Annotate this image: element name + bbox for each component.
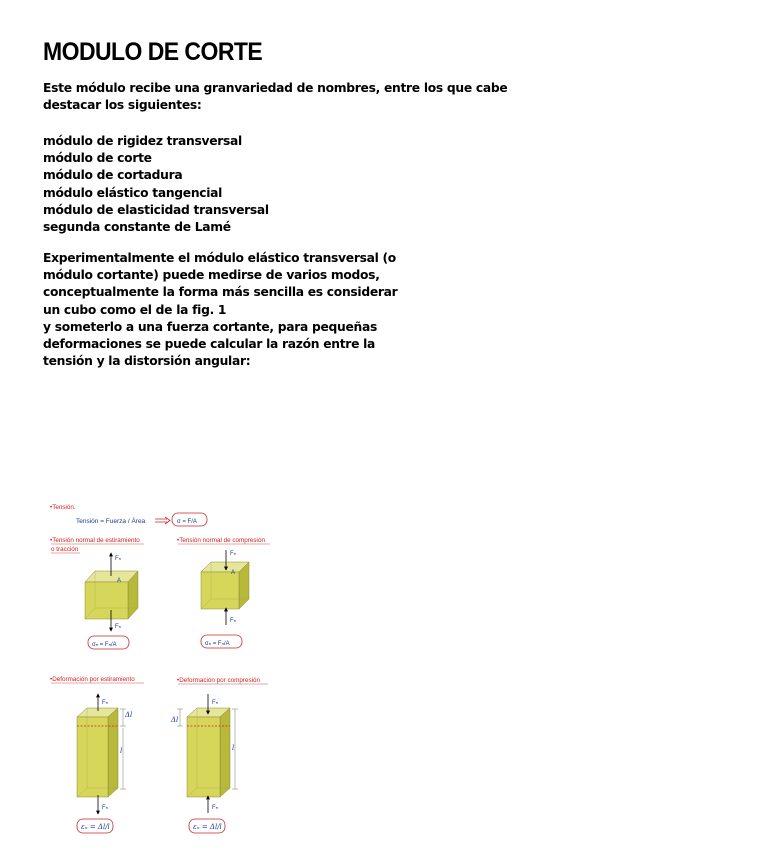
l-label: l — [232, 744, 235, 752]
stretch-column — [77, 708, 118, 797]
experiment-paragraph — [43, 250, 398, 370]
names-list — [43, 133, 373, 236]
paragraph-line: y someterlo a una fuerza cortante, para pequeñas — [43, 319, 378, 334]
l-label: l — [120, 747, 123, 755]
list-item: módulo de elasticidad transversal — [43, 202, 269, 217]
paragraph-line: un cubo como el de la fig. 1 — [43, 302, 227, 317]
strain-formula: εₙ = Δl/l — [193, 823, 222, 831]
stretch-label-2: o tracción — [51, 546, 79, 553]
paragraph-line: deformaciones se puede calcular la razón entre la — [43, 337, 375, 352]
paragraph-line: módulo cortante) puede medirse de varios modos, — [43, 268, 380, 283]
area-label: A — [117, 578, 122, 584]
list-item: módulo de cortadura — [43, 168, 183, 183]
force-label: Fₙ — [115, 624, 122, 630]
force-label: Fₙ — [212, 805, 219, 811]
tension-label: •Tensión. — [50, 504, 76, 511]
list-item: módulo de corte — [43, 151, 152, 166]
delta-l-label: Δl — [125, 711, 133, 719]
force-label: Fₙ — [212, 700, 219, 706]
deform-stretch-label: •Deformación por estiramiento — [50, 676, 135, 683]
force-label: Fₙ — [102, 700, 109, 706]
compress-label: •Tensión normal de compresión — [177, 537, 265, 544]
force-label: Fₙ — [230, 551, 237, 557]
force-label: Fₙ — [115, 556, 122, 562]
area-label: A — [231, 570, 236, 576]
figure-svg — [43, 498, 283, 843]
paragraph-line: Experimentalmente el módulo elástico transversal (o — [43, 251, 396, 265]
normal-formula: σₙ = Fₙ/A — [205, 641, 230, 647]
intro-paragraph: Este módulo recibe una granvariedad de nombres, entre los que cabe destacar los siguientes: — [43, 81, 508, 113]
page-title: MODULO DE CORTE — [43, 38, 263, 66]
strain-formula: εₙ = Δl/l — [81, 823, 110, 831]
tension-definition: Tensión = Fuerza / Área — [76, 518, 146, 525]
paragraph-line: conceptualmente la forma más sencilla es considerar — [43, 285, 398, 300]
delta-l-label: Δl — [171, 716, 179, 724]
deform-compress-label: •Deformación por compresión — [177, 677, 261, 684]
compress-column — [187, 708, 230, 797]
list-item: segunda constante de Lamé — [43, 220, 231, 235]
force-label: Fₙ — [230, 618, 237, 624]
force-label: Fₙ — [102, 805, 109, 811]
normal-formula: σₙ = Fₙ/A — [92, 642, 117, 648]
stretch-cube — [85, 571, 138, 619]
list-item: módulo elástico tangencial — [43, 185, 223, 200]
tension-formula: σ = F/A — [177, 519, 197, 525]
paragraph-line: tensión y la distorsión angular: — [43, 354, 251, 369]
list-item: módulo de rigidez transversal — [43, 134, 242, 148]
stress-strain-figure — [43, 498, 283, 843]
implies-arrow-icon — [155, 517, 170, 524]
stretch-label: •Tensión normal de estiramiento — [50, 537, 140, 544]
compress-cube — [201, 562, 249, 609]
